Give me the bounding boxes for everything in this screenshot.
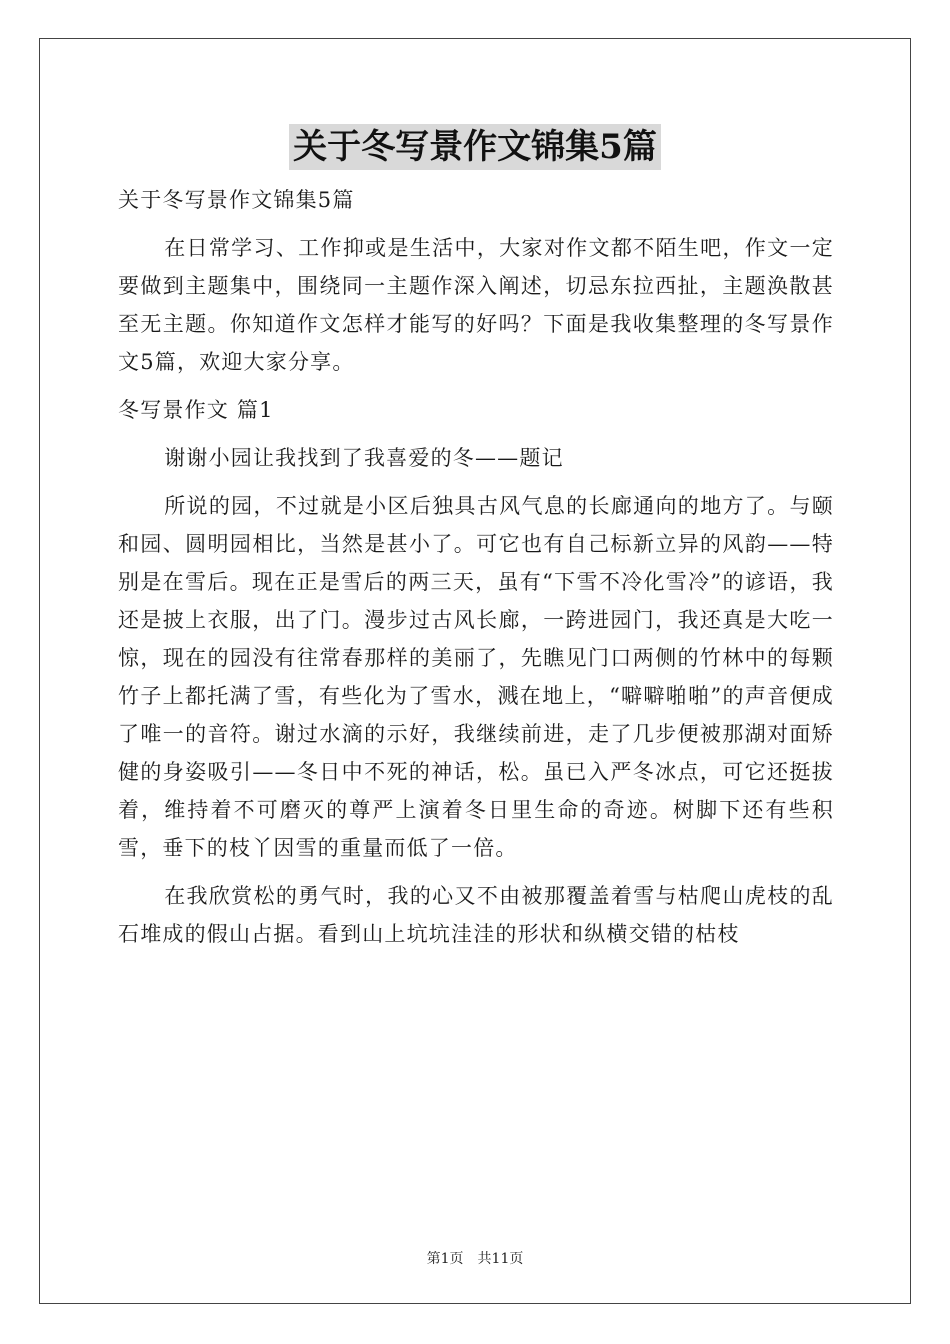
document-title: 关于冬写景作文锦集5篇 <box>289 124 661 170</box>
title-container <box>0 124 950 170</box>
section-heading: 冬写景作文 篇1 <box>118 398 274 422</box>
document-body <box>118 181 834 963</box>
epigraph-paragraph: 谢谢小园让我找到了我喜爱的冬——题记 <box>164 446 564 470</box>
page-footer: 第1页 共11页 <box>426 1251 524 1267</box>
document-subtitle: 关于冬写景作文锦集5篇 <box>118 188 355 212</box>
intro-paragraph: 在日常学习、工作抑或是生活中，大家对作文都不陌生吧，作文一定要做到主题集中，围绕同一主题作深入阐述，切忌东拉西扯，主题涣散甚至无主题。你知道作文怎样才能写的好吗？下面是我收集整理的冬写景作文5篇，欢迎大家分享。 <box>118 236 834 374</box>
body-paragraph: 所说的园，不过就是小区后独具古风气息的长廊通向的地方了。与颐和园、圆明园相比，当然是甚小了。可它也有自己标新立异的风韵——特别是在雪后。现在正是雪后的两三天，虽有“下雪不冷化雪冷”的谚语，我还是披上衣服，出了门。漫步过古风长廊，一跨进园门，我还真是大吃一惊，现在的园没有往常春那样的美丽了，先瞧见门口两侧的竹林中的每颗竹子上都托满了雪，有些化为了雪水，溅在地上，“噼噼啪啪”的声音便成了唯一的音符。谢过水滴的示好，我继续前进，走了几步便被那湖对面矫健的身姿吸引——冬日中不死的神话，松。虽已入严冬冰点，可它还挺拔着，维持着不可磨灭的尊严上演着冬日里生命的奇迹。树脚下还有些积雪，垂下的枝丫因雪的重量而低了一倍。 <box>118 494 834 860</box>
body-paragraph: 在我欣赏松的勇气时，我的心又不由被那覆盖着雪与枯爬山虎枝的乱石堆成的假山占据。看到山上坑坑洼洼的形状和纵横交错的枯枝 <box>118 884 834 946</box>
